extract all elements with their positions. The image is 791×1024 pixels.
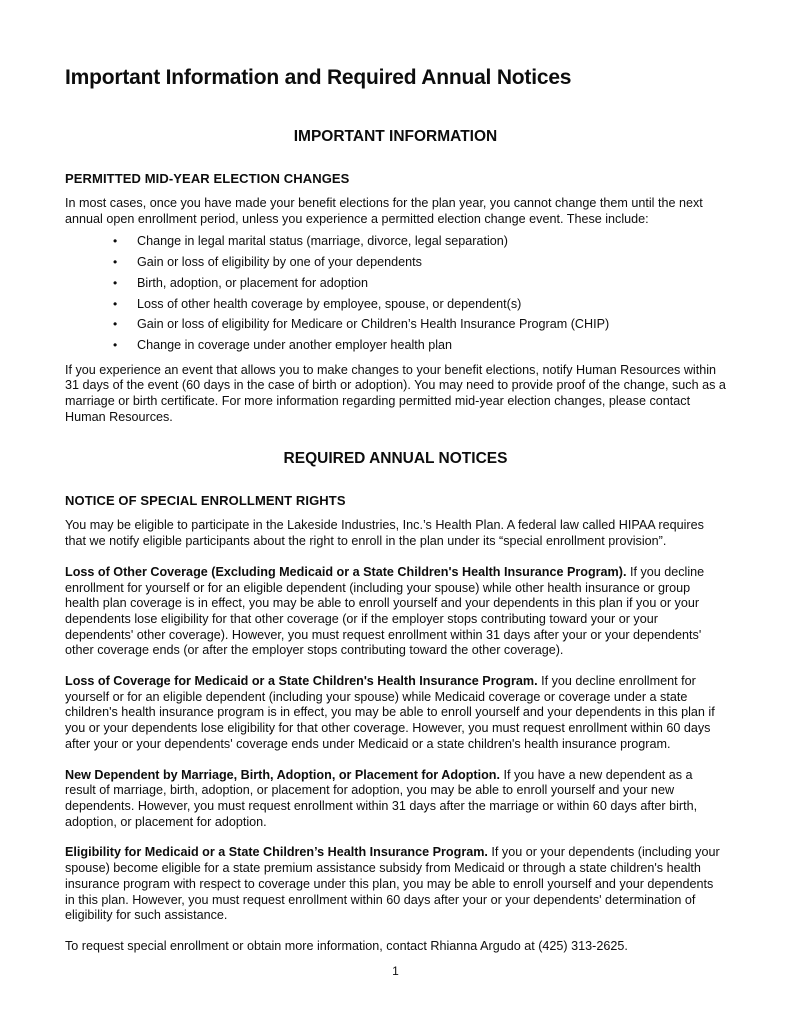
section-heading-required-annual-notices: REQUIRED ANNUAL NOTICES — [283, 450, 508, 468]
notice-paragraph-medicaid-eligibility — [65, 845, 726, 924]
notice-paragraph-new-dependent — [65, 768, 726, 831]
election-change-events-list — [65, 234, 726, 353]
permitted-changes-closing-paragraph: If you experience an event that allows you to make changes to your benefit elections, notify Human Resources within 31 days of the event (60 days in the case of birth or adoption). You may need to provide proof of the change, such as a marriage or birth certificate. For more information regarding permitted mid-year election changes, please contact Human Resources. — [65, 362, 726, 424]
notice-lead: New Dependent by Marriage, Birth, Adoption, or Placement for Adoption. — [65, 767, 500, 782]
list-item: • Gain or loss of eligibility by one of your dependents — [113, 255, 726, 271]
notice-body: If you decline enrollment for yourself or for an eligible dependent (including your spouse) while Medicaid coverage or coverage under a state children's health insurance program is in effect, you may be able to enroll yourself and your dependents in this plan if you or your dependents lose eligibility for that other coverage. However, you must request enrollment within 60 days after your or your dependents' coverage ends under Medicaid or a state children's health insurance program. — [65, 674, 715, 751]
document-title: Important Information and Required Annual Notices — [65, 66, 572, 89]
section-heading-important-information: IMPORTANT INFORMATION — [293, 128, 498, 145]
list-item: • Loss of other health coverage by employee, spouse, or dependent(s) — [113, 297, 726, 313]
subsection-heading-permitted-mid-year-election-changes: PERMITTED MID-YEAR ELECTION CHANGES — [65, 171, 350, 186]
notice-body: If you decline enrollment for yourself or for an eligible dependent (including your spouse) while other health insurance or group health plan coverage is in effect, you may be able to enroll yourself and your dependents in this plan if you or your dependents lose eligibility for that other coverage (or if the employer stops contributing toward your or your dependents' other coverage). However, you must request enrollment within 31 days after your or your dependents' other coverage ends (or after the employer stops contributing toward the other coverage). — [65, 564, 705, 658]
notice-lead: Loss of Other Coverage (Excluding Medicaid or a State Children's Health Insurance Program). — [65, 564, 627, 579]
special-enrollment-intro-paragraph: You may be eligible to participate in the Lakeside Industries, Inc.’s Health Plan. A federal law called HIPAA requires that we notify eligible participants about the right to enroll in the plan under its “special enrollment provision”. — [65, 518, 704, 549]
list-item: • Birth, adoption, or placement for adoption — [113, 276, 726, 292]
permitted-changes-intro-paragraph: In most cases, once you have made your benefit elections for the plan year, you cannot change them until the next annual open enrollment period, unless you experience a permitted election change event. These include: — [65, 196, 703, 226]
list-item: • Change in coverage under another employer health plan — [113, 338, 726, 354]
list-item: • Gain or loss of eligibility for Medicare or Children’s Health Insurance Program (CHIP) — [113, 317, 726, 333]
list-item: • Change in legal marital status (marriage, divorce, legal separation) — [113, 234, 726, 250]
notice-body: If you have a new dependent as a result of marriage, birth, adoption, or placement for adoption, you may be able to enroll yourself and your new dependents. However, you must request enrollment within 31 days after the marriage or within 60 days after birth, adoption, or placement for adoption. — [65, 767, 698, 829]
notice-lead: Loss of Coverage for Medicaid or a State Children's Health Insurance Program. — [65, 674, 538, 689]
special-enrollment-contact-paragraph: To request special enrollment or obtain more information, contact Rhianna Argudo at (425) 313-2625. — [65, 938, 628, 953]
notice-lead: Eligibility for Medicaid or a State Children’s Health Insurance Program. — [65, 845, 488, 860]
notice-paragraph-loss-of-medicaid-coverage — [65, 674, 726, 753]
notice-body: If you or your dependents (including your spouse) become eligible for a state premium assistance subsidy from Medicaid or through a state children's health insurance program with respect to coverage under this plan, you may be able to enroll yourself and your dependents in this plan. However, you must request enrollment within 60 days after your or your dependents' determination of eligibility for such assistance. — [65, 845, 720, 923]
page-number: 1 — [392, 964, 399, 978]
notice-paragraph-loss-of-other-coverage — [65, 565, 726, 659]
subsection-heading-notice-of-special-enrollment-rights: NOTICE OF SPECIAL ENROLLMENT RIGHTS — [65, 493, 346, 509]
